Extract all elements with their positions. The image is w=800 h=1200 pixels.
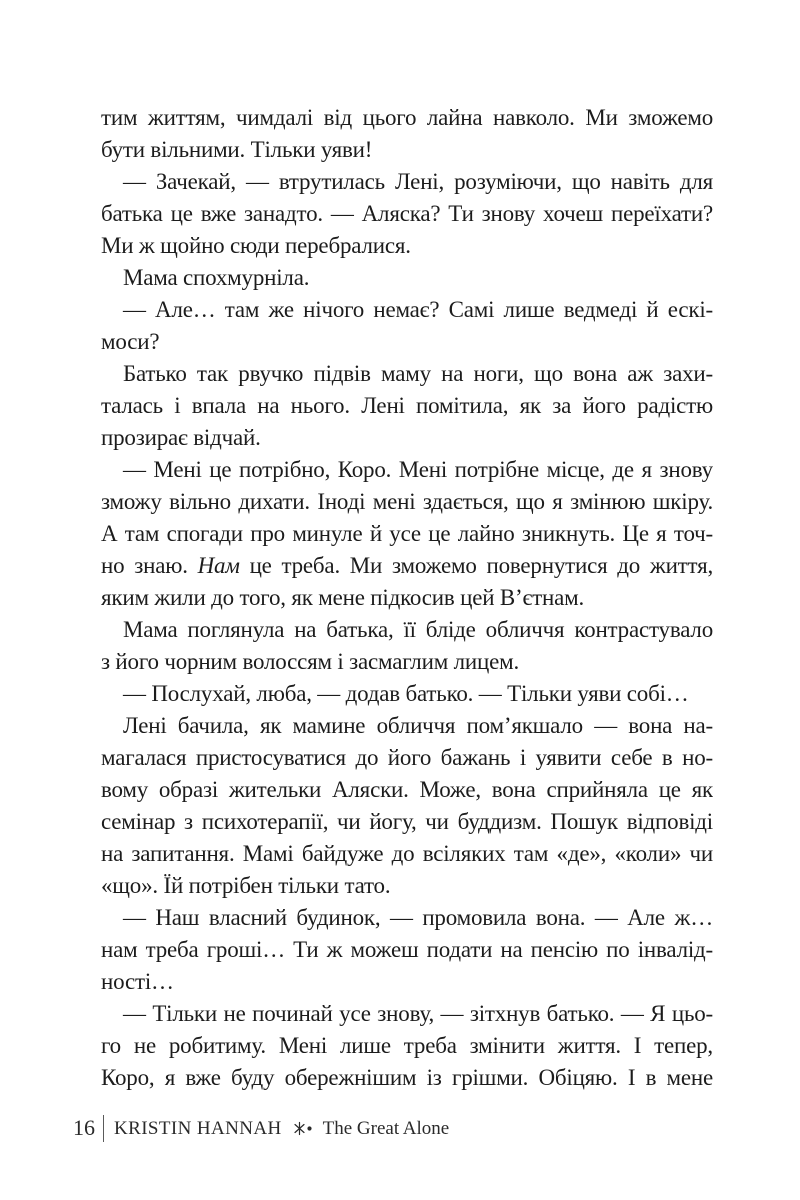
text-line: но знаю. Нам це треба. Ми зможемо повернутися до життя, — [101, 553, 713, 578]
text-line: яким жили до того, як мене підкосив цей В’єтнам. — [101, 585, 585, 610]
text-line: Мама спохмурніла. — [123, 265, 310, 290]
text-line: Мама поглянула на батька, її бліде обличчя контрастувало — [123, 617, 713, 642]
paragraph — [101, 358, 713, 454]
text-line: ності… — [101, 969, 174, 994]
text-line: моси? — [101, 329, 160, 354]
paragraph — [101, 710, 713, 902]
text-line: — Послухай, люба, — додав батько. — Тільки уяви собі… — [123, 681, 689, 706]
text-line: прозирає відчай. — [101, 425, 261, 450]
text-line: вому образі жительки Аляски. Може, вона сприйняла це як — [101, 777, 713, 802]
text-line: — Але… там же нічого немає? Самі лише ведмеді й ескі- — [123, 297, 713, 322]
paragraph — [101, 998, 713, 1094]
text-line: нам треба гроші… Ти ж можеш подати на пенсію по інвалід- — [101, 937, 713, 962]
paragraph — [101, 902, 713, 998]
author-name: KRISTIN HANNAH — [114, 1117, 282, 1139]
text-line: зможу вільно дихати. Іноді мені здається, що я змінюю шкіру. — [101, 489, 713, 514]
paragraph — [101, 454, 713, 614]
text-line: — Мені це потрібно, Коро. Мені потрібне місце, де я знову — [123, 457, 713, 482]
paragraph — [101, 294, 713, 358]
paragraph — [101, 614, 713, 678]
text-line: Коро, я вже буду обережнішим із грішми. Обіцяю. І в мене — [101, 1065, 713, 1090]
page-number: 16 — [73, 1115, 95, 1140]
text-line: з його чорним волоссям і засмаглим лицем. — [101, 649, 520, 674]
page-text — [101, 102, 713, 1094]
page-footer — [73, 1112, 449, 1144]
text-line: Ми ж щойно сюди перебралися. — [101, 233, 411, 258]
text-line: Лені бачила, як мамине обличчя пом’якшало — вона на- — [123, 713, 713, 738]
text-line: А там спогади про минуле й усе це лайно зникнуть. Це я точ- — [101, 521, 713, 546]
text-line: го не робитиму. Мені лише треба змінити життя. І тепер, — [101, 1033, 713, 1058]
paragraph — [101, 102, 713, 166]
text-line: «що». Їй потрібен тільки тато. — [101, 873, 391, 898]
paragraph — [101, 678, 713, 710]
text-line: магалася пристосуватися до його бажань і уявити себе в но- — [101, 745, 713, 770]
book-title: The Great Alone — [322, 1117, 450, 1139]
text-line: — Тільки не починай усе знову, — зітхнув батько. — Я цьо- — [123, 1001, 713, 1026]
text-line: — Наш власний будинок, — промовила вона. — Але ж… — [123, 905, 713, 930]
text-line: на запитання. Мамі байдуже до всіляких там «де», «коли» чи — [101, 841, 713, 866]
text-line: Батько так рвучко підвів маму на ноги, що вона аж захи- — [123, 361, 713, 386]
sparkle-ornament-icon — [293, 1121, 314, 1136]
text-line: батька це вже занадто. — Аляска? Ти знову хочеш переїхати? — [101, 201, 713, 226]
paragraph — [101, 166, 713, 262]
paragraph — [101, 262, 713, 294]
text-line: бути вільними. Тільки уяви! — [101, 137, 373, 162]
footer-separator — [103, 1115, 104, 1142]
text-line: — Зачекай, — втрутилась Лені, розуміючи, що навіть для — [123, 169, 713, 194]
text-line: семінар з психотерапії, чи йогу, чи буддизм. Пошук відповіді — [101, 809, 713, 834]
text-line: тим життям, чимдалі від цього лайна навколо. Ми зможемо — [101, 105, 713, 130]
text-line: талась і впала на нього. Лені помітила, як за його радістю — [101, 393, 713, 418]
